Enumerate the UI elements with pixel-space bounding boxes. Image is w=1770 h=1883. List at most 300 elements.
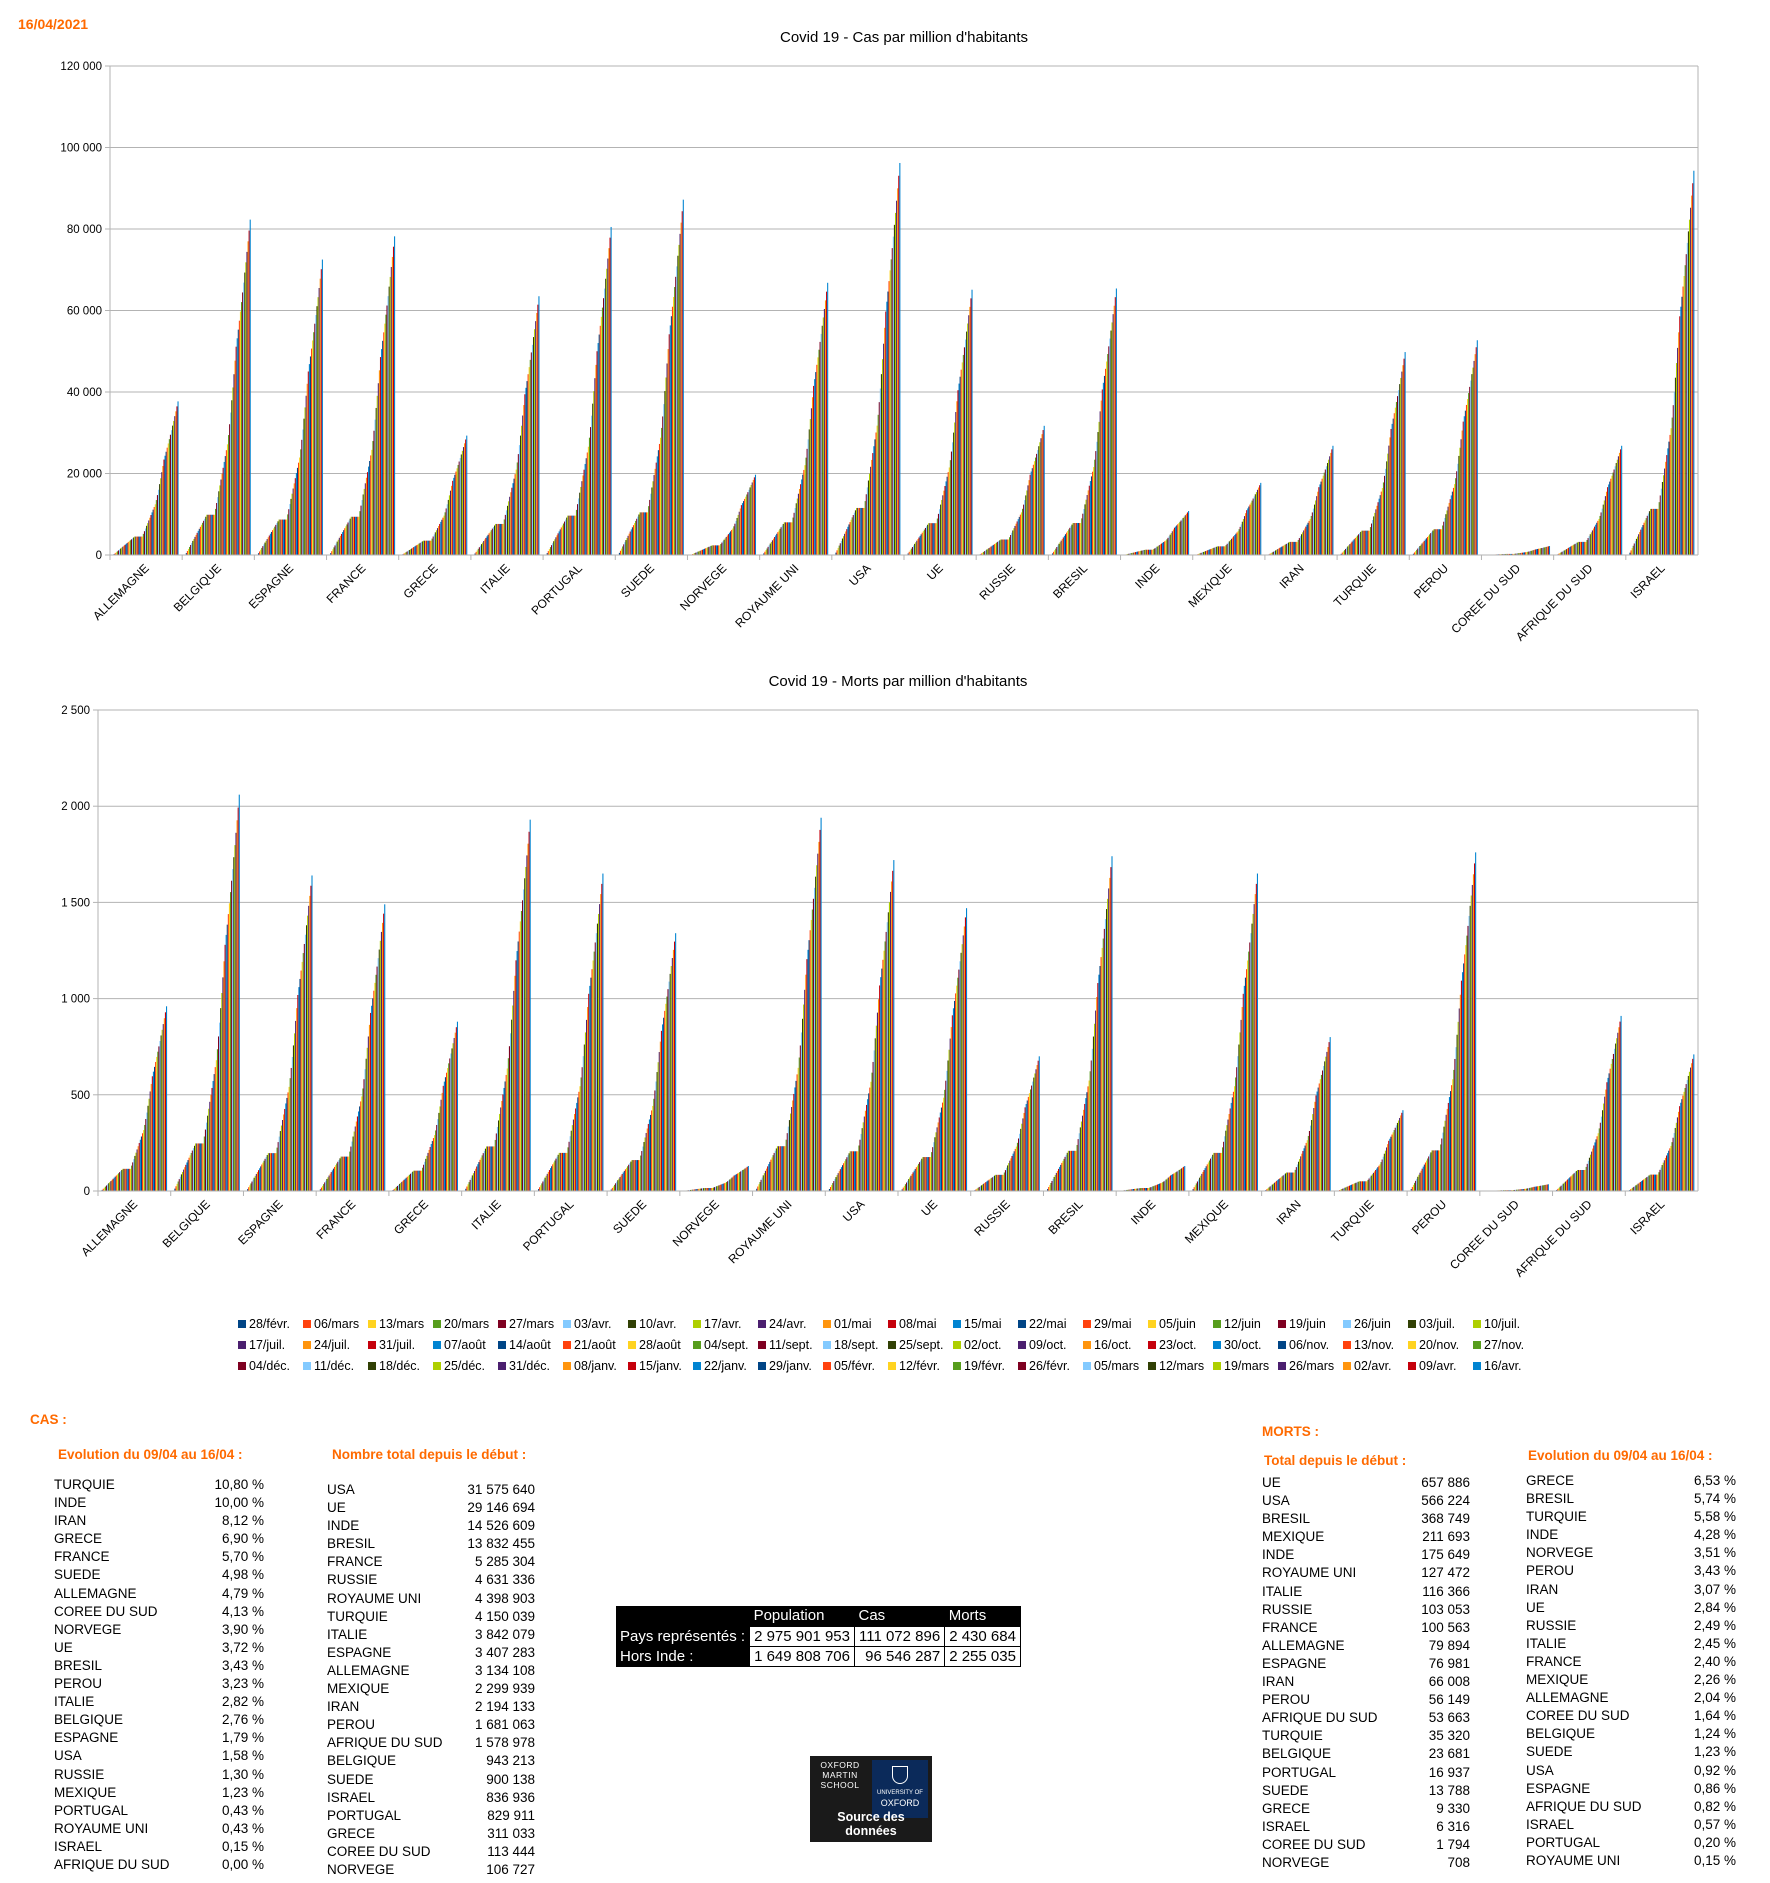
bar bbox=[361, 1096, 362, 1191]
bar bbox=[581, 1077, 582, 1191]
x-tick-label: USA bbox=[846, 561, 874, 589]
bar bbox=[1653, 509, 1654, 555]
bar bbox=[1270, 1186, 1271, 1191]
bar bbox=[1153, 549, 1154, 555]
bar bbox=[738, 1173, 739, 1191]
bar bbox=[477, 1164, 478, 1191]
country-name: MEXIQUE bbox=[327, 1681, 390, 1697]
bar bbox=[809, 429, 810, 555]
bar bbox=[258, 1170, 259, 1191]
bar bbox=[865, 1111, 866, 1191]
country-name: AFRIQUE DU SUD bbox=[1262, 1710, 1378, 1726]
bar bbox=[916, 1167, 917, 1191]
bar bbox=[167, 448, 168, 555]
bar bbox=[762, 1178, 763, 1191]
bar bbox=[568, 516, 569, 555]
bar bbox=[1021, 1124, 1022, 1191]
bar bbox=[1150, 550, 1151, 555]
table-row bbox=[327, 1517, 535, 1535]
bar bbox=[224, 462, 225, 555]
bar bbox=[1254, 496, 1255, 555]
bar bbox=[698, 552, 699, 555]
bar bbox=[1250, 933, 1251, 1191]
bar bbox=[1346, 1187, 1347, 1191]
bar bbox=[1097, 983, 1098, 1191]
bar bbox=[246, 252, 247, 555]
bar bbox=[1431, 1150, 1432, 1191]
bar bbox=[815, 877, 816, 1191]
summary-row-label: Hors Inde : bbox=[620, 1647, 694, 1665]
bar bbox=[636, 1160, 637, 1191]
row-value: 31 575 640 bbox=[467, 1482, 535, 1497]
country-name: COREE DU SUD bbox=[54, 1603, 158, 1619]
bar bbox=[1669, 1148, 1670, 1191]
bar bbox=[1309, 521, 1310, 555]
bar bbox=[1255, 894, 1256, 1191]
bar bbox=[1673, 1138, 1674, 1191]
bar bbox=[1344, 550, 1345, 555]
country-name: UE bbox=[1262, 1475, 1281, 1490]
bar bbox=[880, 388, 881, 555]
bar bbox=[1592, 530, 1593, 555]
bar bbox=[1640, 530, 1641, 555]
bar bbox=[352, 517, 353, 555]
bar bbox=[284, 1109, 285, 1191]
bar bbox=[490, 1146, 491, 1191]
bar bbox=[503, 1088, 504, 1191]
bar bbox=[1307, 523, 1308, 555]
x-tick-label: NORVEGE bbox=[677, 561, 730, 614]
row-value: 76 981 bbox=[1428, 1655, 1470, 1671]
bar bbox=[1578, 542, 1579, 555]
bar bbox=[585, 1032, 586, 1191]
bar bbox=[853, 1151, 854, 1191]
bar bbox=[1332, 446, 1333, 555]
country-name: NORVEGE bbox=[1526, 1545, 1594, 1561]
bar bbox=[1184, 517, 1185, 555]
bar bbox=[1326, 466, 1327, 555]
row-value: 1,23 % bbox=[1693, 1744, 1736, 1760]
bar bbox=[1313, 1108, 1314, 1191]
bar bbox=[1167, 538, 1168, 555]
legend-label: 26/juin bbox=[1354, 1317, 1391, 1331]
legend-label: 28/août bbox=[639, 1338, 681, 1352]
bar bbox=[919, 1162, 920, 1191]
bar bbox=[1672, 418, 1673, 555]
table-row bbox=[327, 1734, 535, 1752]
bar bbox=[1350, 1185, 1351, 1191]
bar bbox=[550, 547, 551, 555]
bar bbox=[1583, 542, 1584, 555]
bar bbox=[446, 508, 447, 555]
bar bbox=[1353, 540, 1354, 555]
bar bbox=[896, 201, 897, 555]
legend-item bbox=[1408, 1337, 1473, 1353]
x-tick-label: ALLEMAGNE bbox=[90, 561, 152, 623]
bar bbox=[748, 490, 749, 555]
legend-item bbox=[1408, 1316, 1473, 1332]
bar bbox=[1020, 515, 1021, 555]
bar bbox=[1069, 528, 1070, 555]
bar bbox=[1692, 183, 1693, 555]
row-value: 10,00 % bbox=[214, 1495, 264, 1511]
bar bbox=[359, 511, 360, 555]
bar bbox=[1230, 540, 1231, 555]
legend-swatch bbox=[303, 1341, 311, 1349]
bar bbox=[1677, 1117, 1678, 1191]
bar bbox=[1213, 548, 1214, 555]
bar bbox=[105, 1187, 106, 1191]
bar bbox=[384, 904, 385, 1191]
x-tick-label: MEXIQUE bbox=[1181, 1197, 1232, 1247]
legend-swatch bbox=[823, 1320, 831, 1328]
legend-item bbox=[433, 1337, 498, 1353]
row-value: 6,90 % bbox=[221, 1531, 264, 1547]
bar bbox=[1433, 1150, 1434, 1191]
bar bbox=[1107, 899, 1108, 1191]
bar bbox=[427, 541, 428, 555]
bar bbox=[1295, 1170, 1296, 1191]
bar bbox=[1687, 1080, 1688, 1191]
bar bbox=[411, 549, 412, 555]
bar bbox=[438, 1113, 439, 1191]
bar bbox=[1217, 546, 1218, 555]
bar bbox=[1009, 1161, 1010, 1191]
bar bbox=[1563, 551, 1564, 555]
bar bbox=[1283, 1175, 1284, 1191]
bar bbox=[347, 522, 348, 555]
bar bbox=[1367, 531, 1368, 555]
bar bbox=[852, 517, 853, 555]
bar bbox=[1452, 1079, 1453, 1191]
bar bbox=[824, 309, 825, 555]
bar bbox=[233, 374, 234, 555]
table-row bbox=[327, 1553, 535, 1571]
bar bbox=[790, 522, 791, 555]
bar bbox=[898, 176, 899, 555]
row-value: 2,45 % bbox=[1693, 1635, 1736, 1651]
bar bbox=[177, 1184, 178, 1191]
bar bbox=[950, 460, 951, 555]
table-row bbox=[54, 1802, 264, 1820]
bar bbox=[881, 969, 882, 1191]
bar bbox=[442, 1093, 443, 1191]
bar bbox=[1379, 1164, 1380, 1191]
bar bbox=[239, 795, 240, 1191]
bar bbox=[331, 1172, 332, 1191]
country-name: COREE DU SUD bbox=[1526, 1708, 1630, 1724]
legend-label: 06/mars bbox=[314, 1317, 360, 1331]
bar bbox=[217, 1049, 218, 1191]
bar bbox=[1317, 1092, 1318, 1191]
bar bbox=[1531, 1187, 1532, 1191]
bar bbox=[1232, 538, 1233, 555]
bar bbox=[791, 1107, 792, 1191]
bar bbox=[1593, 1145, 1594, 1191]
bar bbox=[1237, 1056, 1238, 1191]
chart-title: Covid 19 - Morts par million d'habitants bbox=[768, 673, 1028, 690]
legend-item bbox=[1278, 1337, 1343, 1353]
bar bbox=[866, 494, 867, 555]
bar bbox=[288, 509, 289, 555]
bar bbox=[802, 475, 803, 555]
bar bbox=[1471, 895, 1472, 1191]
bar bbox=[481, 544, 482, 555]
bar bbox=[645, 512, 646, 555]
bar bbox=[998, 541, 999, 555]
legend-item bbox=[1278, 1316, 1343, 1332]
bar bbox=[667, 989, 668, 1191]
bar bbox=[601, 884, 602, 1191]
bar bbox=[1209, 1161, 1210, 1191]
bar bbox=[1154, 548, 1155, 555]
row-value: 708 bbox=[1447, 1854, 1470, 1870]
bar bbox=[510, 1033, 511, 1191]
bar bbox=[611, 227, 612, 555]
bar bbox=[858, 1145, 859, 1191]
bar bbox=[837, 1175, 838, 1191]
bar bbox=[1288, 543, 1289, 555]
bar bbox=[1661, 1167, 1662, 1191]
bar bbox=[619, 1177, 620, 1191]
bar bbox=[293, 1045, 294, 1191]
bar bbox=[1005, 539, 1006, 555]
bar bbox=[297, 468, 298, 555]
date-legend bbox=[238, 1316, 1538, 1380]
x-tick-label: PEROU bbox=[1411, 561, 1452, 602]
bar bbox=[1617, 1033, 1618, 1191]
bar bbox=[1348, 545, 1349, 555]
bar bbox=[479, 1160, 480, 1191]
bar bbox=[1184, 1166, 1185, 1191]
bar bbox=[887, 292, 888, 555]
x-tick-label: PEROU bbox=[1409, 1197, 1450, 1238]
bar bbox=[879, 402, 880, 555]
data-source-logo[interactable] bbox=[810, 1756, 932, 1842]
bar bbox=[1154, 1186, 1155, 1191]
bar bbox=[655, 469, 656, 555]
bar bbox=[127, 1169, 128, 1191]
bar bbox=[1633, 546, 1634, 555]
bar bbox=[555, 1159, 556, 1191]
bar bbox=[658, 450, 659, 555]
bar bbox=[1103, 383, 1104, 555]
legend-label: 10/avr. bbox=[639, 1317, 677, 1331]
bar bbox=[338, 540, 339, 555]
bar bbox=[673, 297, 674, 555]
bar bbox=[800, 484, 801, 555]
bar bbox=[773, 539, 774, 555]
bar bbox=[1233, 536, 1234, 555]
bar bbox=[1640, 1182, 1641, 1191]
bar bbox=[1323, 476, 1324, 555]
bar bbox=[1197, 1181, 1198, 1191]
bar bbox=[153, 1072, 154, 1191]
bar bbox=[936, 523, 937, 555]
bar bbox=[187, 1160, 188, 1191]
bar bbox=[985, 1182, 986, 1191]
legend-swatch bbox=[1473, 1362, 1481, 1370]
bar bbox=[130, 1169, 131, 1191]
bar bbox=[1609, 1073, 1610, 1191]
bar bbox=[842, 539, 843, 555]
bar bbox=[1387, 454, 1388, 555]
row-value: 1 681 063 bbox=[474, 1717, 535, 1733]
bar bbox=[656, 463, 657, 555]
bar bbox=[466, 436, 467, 555]
bar bbox=[250, 220, 251, 555]
bar bbox=[606, 269, 607, 555]
bar bbox=[488, 1146, 489, 1191]
bar bbox=[1013, 1154, 1014, 1191]
summary-deaths: 2 430 684 bbox=[945, 1626, 1021, 1646]
bar bbox=[1058, 544, 1059, 555]
bar bbox=[942, 1103, 943, 1191]
row-value: 2,40 % bbox=[1693, 1653, 1736, 1669]
bar bbox=[270, 534, 271, 555]
bar bbox=[414, 1171, 415, 1191]
bar bbox=[725, 538, 726, 555]
bar bbox=[1382, 1159, 1383, 1191]
bar bbox=[429, 1150, 430, 1191]
bar bbox=[1023, 505, 1024, 555]
bar bbox=[1679, 1106, 1680, 1191]
bar bbox=[1567, 548, 1568, 555]
bar bbox=[1156, 1185, 1157, 1191]
legend-item bbox=[238, 1337, 303, 1353]
bar bbox=[726, 537, 727, 555]
legend-label: 08/mai bbox=[899, 1317, 937, 1331]
bar bbox=[243, 283, 244, 555]
bar bbox=[244, 273, 245, 555]
bar bbox=[1248, 952, 1249, 1191]
legend-item bbox=[1343, 1358, 1408, 1374]
bar bbox=[628, 1165, 629, 1191]
bar bbox=[819, 830, 820, 1191]
bar bbox=[596, 933, 597, 1191]
bar bbox=[1419, 1173, 1420, 1191]
bar bbox=[1693, 171, 1694, 555]
bar bbox=[426, 541, 427, 555]
bar bbox=[1450, 1091, 1451, 1191]
bar bbox=[508, 501, 509, 555]
bar bbox=[1137, 552, 1138, 555]
bar bbox=[366, 478, 367, 555]
bar bbox=[821, 334, 822, 555]
bar bbox=[564, 1153, 565, 1191]
bar bbox=[1195, 1185, 1196, 1191]
bar bbox=[1565, 1182, 1566, 1191]
row-value: 0,82 % bbox=[1693, 1798, 1736, 1814]
bar bbox=[864, 508, 865, 555]
bar bbox=[1226, 545, 1227, 555]
bar bbox=[950, 1039, 951, 1191]
bar bbox=[221, 993, 222, 1191]
bar bbox=[201, 1143, 202, 1191]
table-row bbox=[1262, 1564, 1470, 1582]
bar bbox=[845, 1159, 846, 1191]
bar bbox=[310, 356, 311, 555]
bar bbox=[1386, 461, 1387, 555]
bar bbox=[505, 1081, 506, 1191]
bar bbox=[215, 509, 216, 555]
bar bbox=[438, 526, 439, 555]
legend-item bbox=[693, 1358, 758, 1374]
bar bbox=[810, 419, 811, 555]
bar bbox=[193, 1148, 194, 1191]
bar bbox=[373, 991, 374, 1191]
bar bbox=[126, 544, 127, 555]
bar bbox=[292, 1057, 293, 1191]
bar bbox=[883, 344, 884, 555]
bar bbox=[1423, 542, 1424, 555]
bar bbox=[267, 1155, 268, 1191]
bar bbox=[859, 508, 860, 555]
bar bbox=[1248, 507, 1249, 555]
bar bbox=[1158, 546, 1159, 555]
bar bbox=[830, 1187, 831, 1191]
bar bbox=[1157, 547, 1158, 555]
bar bbox=[794, 513, 795, 555]
bar bbox=[650, 494, 651, 555]
legend-label: 22/janv. bbox=[704, 1359, 747, 1373]
bar bbox=[1089, 1081, 1090, 1191]
bar bbox=[1315, 500, 1316, 555]
bar bbox=[638, 514, 639, 555]
bar bbox=[708, 547, 709, 555]
row-value: 3,90 % bbox=[221, 1621, 264, 1637]
bar bbox=[1284, 1174, 1285, 1191]
bar bbox=[622, 1174, 623, 1191]
bar bbox=[862, 1128, 863, 1191]
bar bbox=[1682, 1096, 1683, 1191]
bar bbox=[1037, 450, 1038, 555]
bar bbox=[717, 1186, 718, 1191]
bar bbox=[821, 818, 822, 1191]
bar bbox=[1591, 532, 1592, 555]
bar bbox=[483, 1153, 484, 1191]
bar bbox=[1466, 936, 1467, 1191]
bar bbox=[142, 1133, 143, 1191]
bar bbox=[1078, 523, 1079, 555]
legend-item bbox=[628, 1337, 693, 1353]
row-value: 1,23 % bbox=[221, 1784, 264, 1800]
bar bbox=[1157, 1184, 1158, 1191]
bar bbox=[1034, 1073, 1035, 1191]
bar bbox=[1685, 265, 1686, 555]
legend-label: 22/mai bbox=[1029, 1317, 1067, 1331]
bar bbox=[999, 1175, 1000, 1191]
bar bbox=[676, 266, 677, 555]
country-name: ROYAUME UNI bbox=[1526, 1852, 1621, 1868]
bar bbox=[376, 408, 377, 555]
bar bbox=[1566, 1180, 1567, 1191]
bar bbox=[1433, 529, 1434, 555]
bar bbox=[1438, 529, 1439, 555]
bar bbox=[489, 533, 490, 555]
row-value: 566 224 bbox=[1421, 1493, 1470, 1509]
bar bbox=[1589, 536, 1590, 555]
bar bbox=[1686, 254, 1687, 555]
bar bbox=[196, 535, 197, 555]
row-value: 2 194 133 bbox=[474, 1699, 535, 1715]
table-row bbox=[54, 1856, 264, 1874]
bar bbox=[1593, 529, 1594, 555]
bar bbox=[1680, 307, 1681, 555]
table-row bbox=[1526, 1653, 1736, 1671]
bar bbox=[1115, 297, 1116, 555]
bar bbox=[1227, 544, 1228, 555]
